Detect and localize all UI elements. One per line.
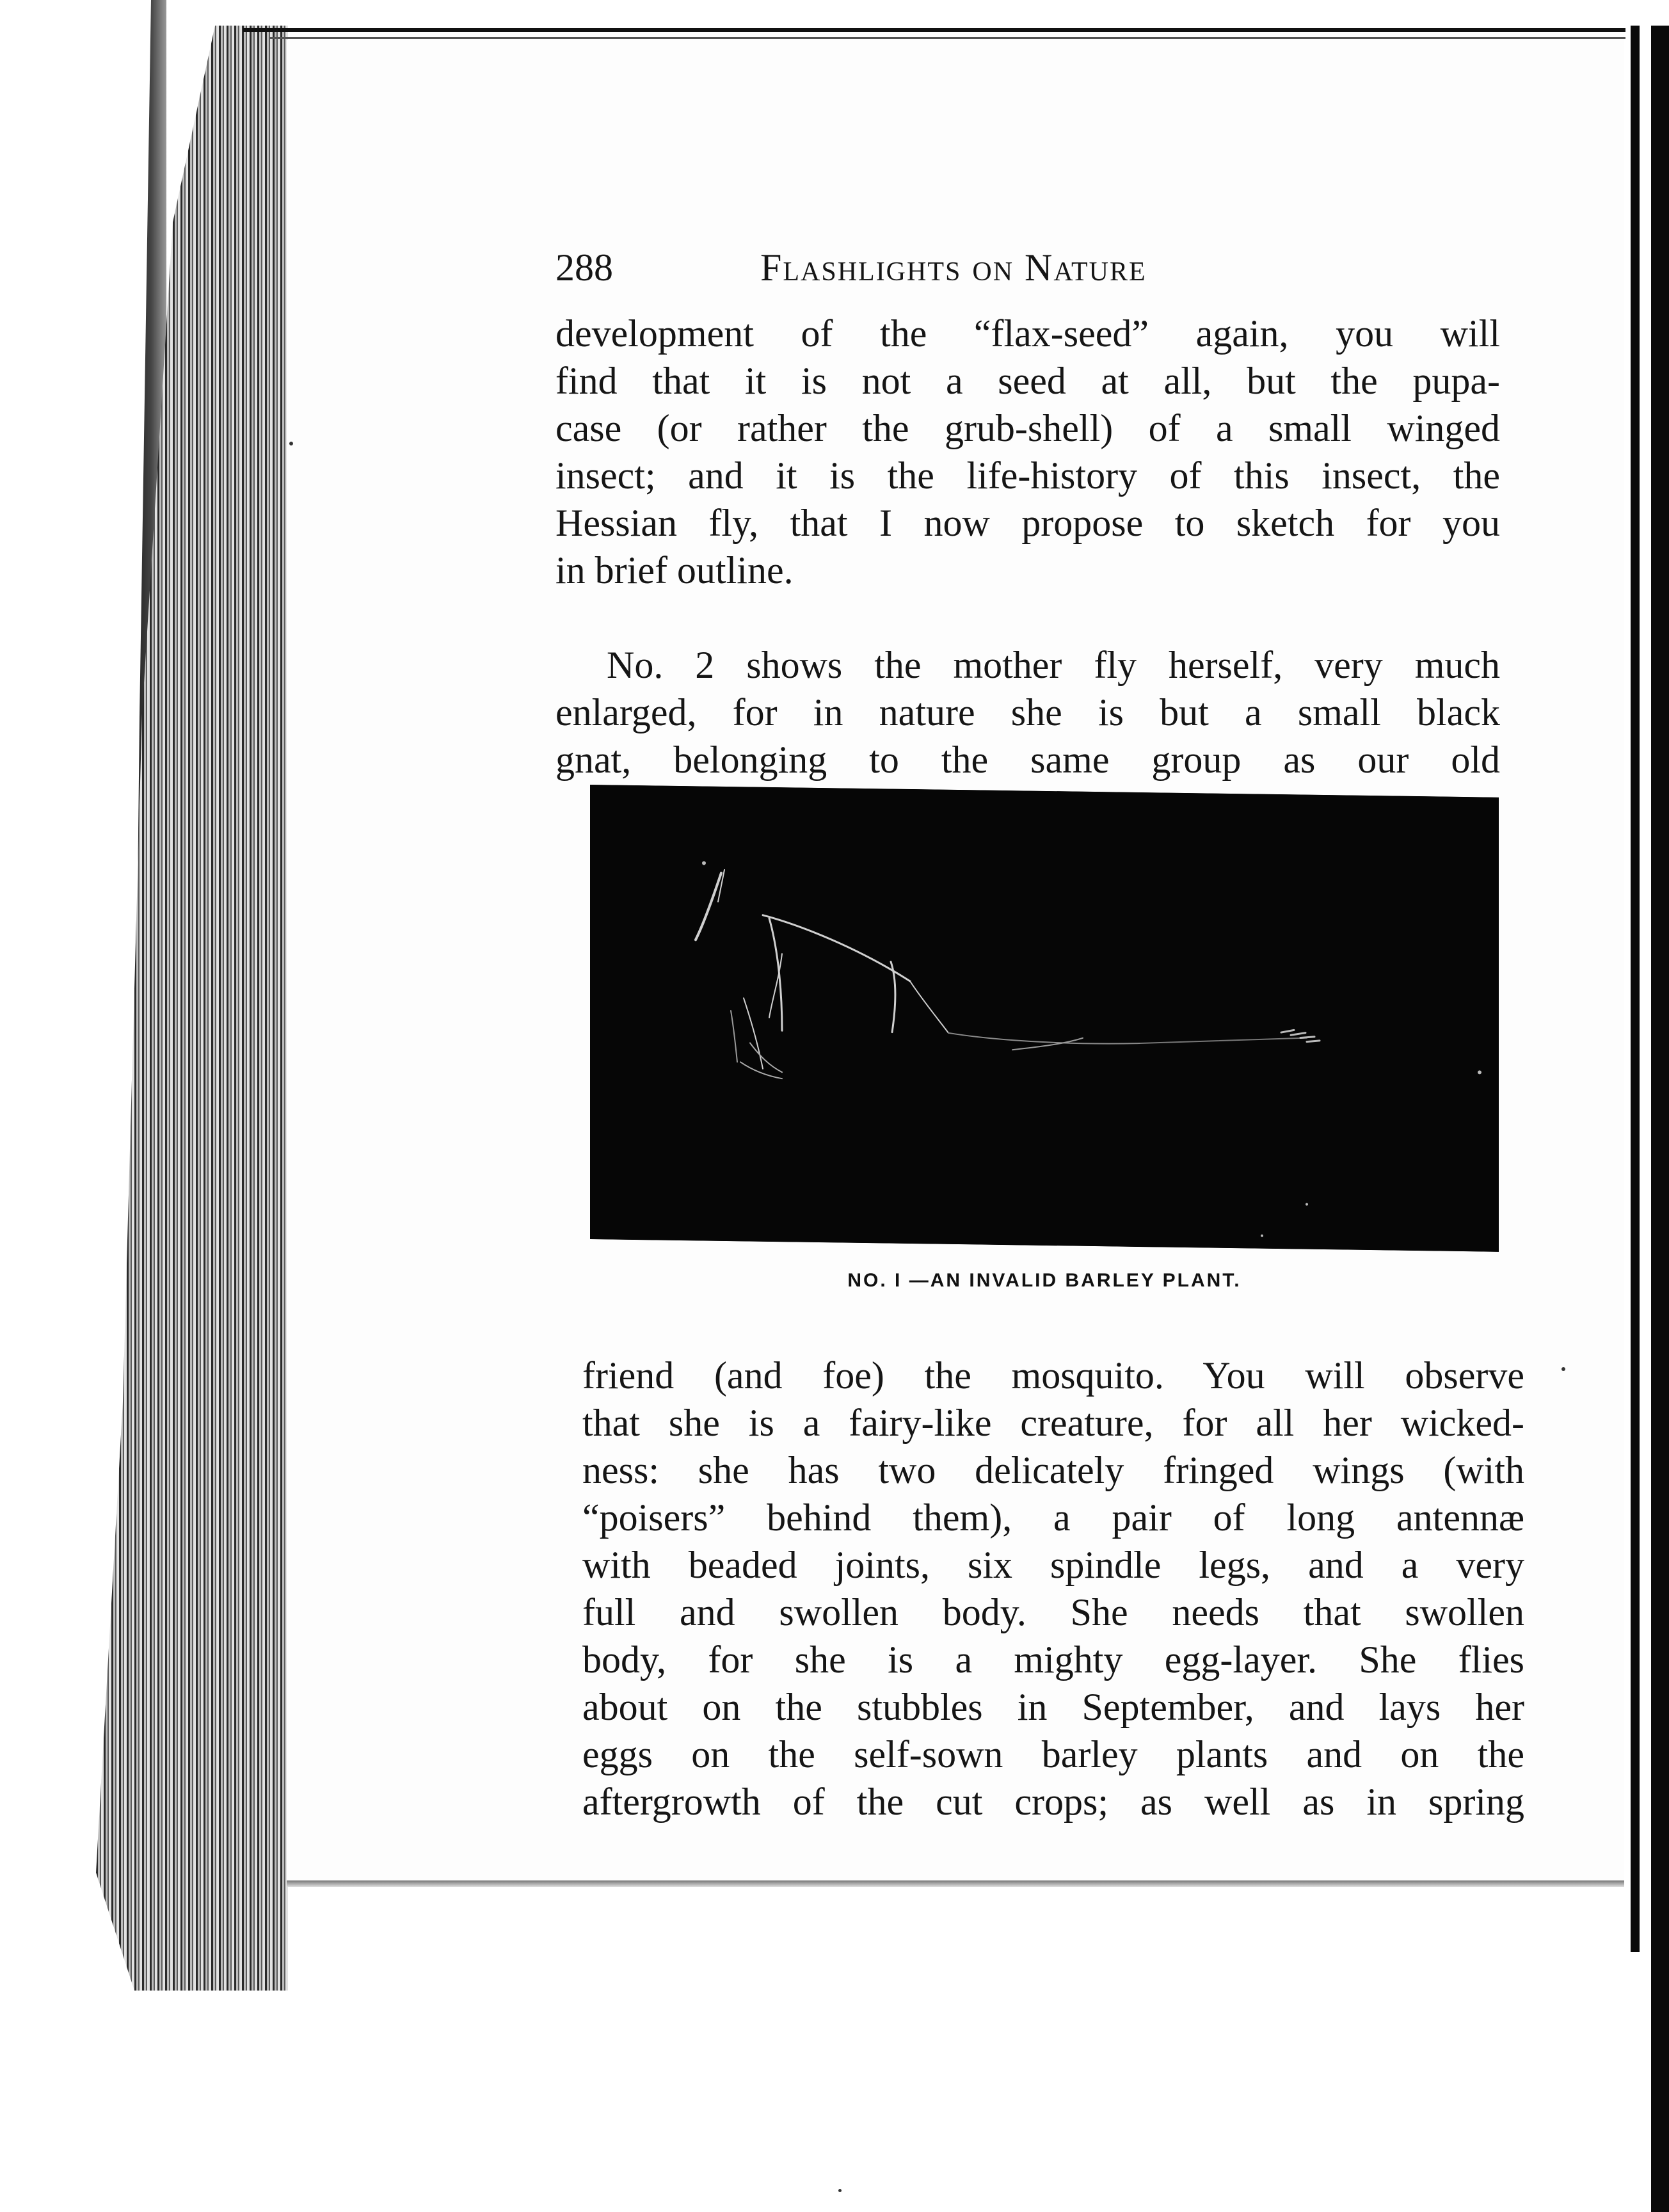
text-line: full and swollen body. She needs that swollen — [582, 1591, 1524, 1633]
text-line: insect; and it is the life-history of this insect, the — [555, 454, 1500, 497]
right-edge-band — [1651, 26, 1669, 2212]
paragraph-after-figure — [582, 1352, 1524, 1825]
speck — [838, 2189, 842, 2192]
text-line: ness: she has two delicately fringed wings (with — [582, 1449, 1524, 1491]
text-line: case (or rather the grub-shell) of a small winged — [555, 407, 1500, 449]
text-line: about on the stubbles in September, and lays her — [582, 1686, 1524, 1728]
text-line: eggs on the self-sown barley plants and on the — [582, 1733, 1524, 1775]
text-line: gnat, belonging to the same group as our old — [555, 739, 1500, 781]
figure-caption: NO. I —AN INVALID BARLEY PLANT. — [847, 1270, 1242, 1291]
text-line: aftergrowth of the cut crops; as well as in spring — [582, 1781, 1524, 1823]
text-line: find that it is not a seed at all, but the pupa- — [555, 360, 1500, 402]
speck — [1561, 1367, 1565, 1371]
text-line: “poisers” behind them), a pair of long antennæ — [582, 1496, 1524, 1539]
text-line: with beaded joints, six spindle legs, and a very — [582, 1544, 1524, 1586]
text-line: enlarged, for in nature she is but a small black — [555, 691, 1500, 733]
figure-photograph — [590, 785, 1499, 1252]
speck — [289, 442, 293, 445]
top-edge-line-secondary — [269, 37, 1625, 39]
text-line: Hessian fly, that I now propose to sketch for you — [555, 502, 1500, 544]
running-title: Flashlights on Nature — [760, 246, 1147, 289]
paragraph-second — [555, 641, 1500, 783]
text-line: body, for she is a mighty egg-layer. She flies — [582, 1639, 1524, 1681]
right-edge-line — [1631, 26, 1640, 1952]
barley-plant-photo — [590, 785, 1499, 1252]
text-line: that she is a fairy-like creature, for all her wicked- — [582, 1402, 1524, 1444]
stacked-page-edges — [96, 26, 288, 1991]
paragraph-continued — [555, 310, 1500, 594]
text-line: friend (and foe) the mosquito. You will observe — [582, 1354, 1524, 1397]
page-bottom-edge — [287, 1880, 1624, 1887]
top-edge-line — [243, 28, 1625, 32]
page-number: 288 — [555, 246, 613, 289]
text-line: No. 2 shows the mother fly herself, very much — [607, 644, 1500, 686]
text-line: in brief outline. — [555, 549, 794, 591]
text-line: development of the “flax-seed” again, you will — [555, 312, 1500, 355]
